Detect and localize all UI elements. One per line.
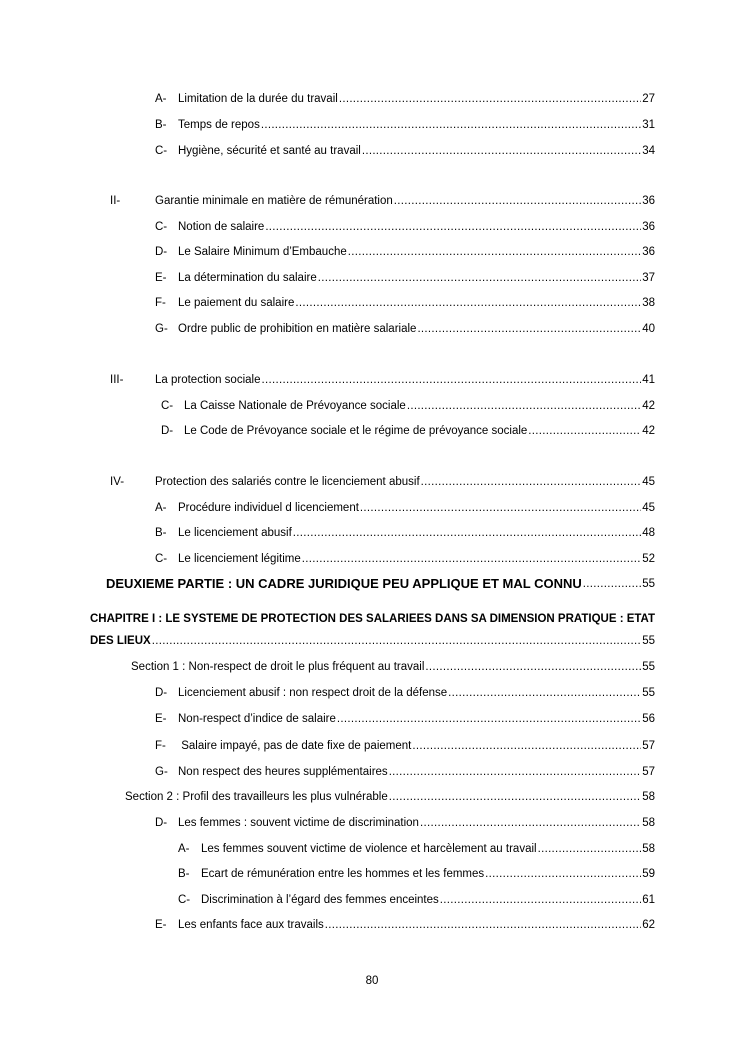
dot-leader <box>348 245 641 259</box>
toc-marker: F- <box>155 297 166 309</box>
dot-leader <box>362 144 641 158</box>
dot-leader <box>417 322 641 336</box>
toc-entry[interactable] <box>0 735 744 753</box>
toc-page: 48 <box>642 527 655 539</box>
toc-title: Temps de repos <box>178 119 260 131</box>
toc-marker: B- <box>155 527 167 539</box>
page-number: 80 <box>365 975 379 987</box>
toc-page: 45 <box>642 476 655 488</box>
toc-marker: A- <box>155 502 167 514</box>
toc-marker: G- <box>155 766 168 778</box>
toc-page: 42 <box>642 400 655 412</box>
toc-entry[interactable] <box>0 395 744 413</box>
toc-entry[interactable] <box>0 369 744 387</box>
toc-title: La Caisse Nationale de Prévoyance sociale <box>184 400 406 412</box>
dot-leader <box>583 577 641 591</box>
toc-title: Non respect des heures supplémentaires <box>178 766 388 778</box>
toc-marker: C- <box>155 221 168 233</box>
toc-page: 36 <box>642 246 655 258</box>
toc-page: 27 <box>642 93 655 105</box>
toc-entry[interactable] <box>0 140 744 158</box>
toc-marker: E- <box>155 713 167 725</box>
toc-title: DEUXIEME PARTIE : UN CADRE JURIDIQUE PEU APPLIQUE ET MAL CONNU <box>106 576 582 591</box>
toc-entry[interactable] <box>0 497 744 515</box>
dot-leader <box>293 526 641 540</box>
toc-marker: D- <box>155 817 168 829</box>
toc-page: 52 <box>642 553 655 565</box>
dot-leader <box>318 271 641 285</box>
dot-leader <box>261 373 641 387</box>
toc-entry[interactable] <box>0 267 744 285</box>
toc-page: 45 <box>642 502 655 514</box>
toc-chapter-heading-line2[interactable] <box>0 630 744 648</box>
toc-page: 58 <box>642 817 655 829</box>
toc-title: Protection des salariés contre le licenciement abusif <box>155 476 420 488</box>
toc-marker: A- <box>178 843 190 855</box>
toc-title: DES LIEUX <box>90 635 151 647</box>
toc-marker: C- <box>178 894 191 906</box>
toc-title: Ecart de rémunération entre les hommes et les femmes <box>201 868 485 880</box>
toc-page: 37 <box>642 272 655 284</box>
toc-page: 59 <box>642 868 655 880</box>
toc-page: 40 <box>642 323 655 335</box>
toc-marker: IV- <box>110 476 125 488</box>
toc-marker: E- <box>155 272 167 284</box>
dot-leader <box>325 918 641 932</box>
toc-title: Hygiène, sécurité et santé au travail <box>178 145 361 157</box>
dot-leader <box>420 816 641 830</box>
toc-entry[interactable] <box>0 522 744 540</box>
toc-page: 36 <box>642 195 655 207</box>
toc-marker: II- <box>110 195 121 207</box>
dot-leader <box>412 739 641 753</box>
toc-part-heading[interactable] <box>0 573 744 591</box>
toc-marker: B- <box>155 119 167 131</box>
toc-title: La détermination du salaire <box>178 272 317 284</box>
toc-page: 34 <box>642 145 655 157</box>
dot-leader <box>360 501 641 515</box>
toc-marker: D- <box>155 246 168 258</box>
toc-title: Le Code de Prévoyance sociale et le régime de prévoyance sociale <box>184 425 528 437</box>
toc-entry[interactable] <box>0 471 744 489</box>
toc-title: Ordre public de prohibition en matière salariale <box>178 323 417 335</box>
toc-entry[interactable] <box>0 241 744 259</box>
toc-marker: D- <box>155 687 168 699</box>
toc-page: 55 <box>642 661 655 673</box>
toc-marker: C- <box>161 400 174 412</box>
toc-marker: F- <box>155 740 166 752</box>
toc-title: La protection sociale <box>155 374 261 386</box>
dot-leader <box>302 552 641 566</box>
toc-entry[interactable] <box>0 88 744 106</box>
toc-page: 42 <box>642 425 655 437</box>
toc-marker: E- <box>155 919 167 931</box>
toc-title: Les enfants face aux travails <box>178 919 324 931</box>
dot-leader <box>421 475 642 489</box>
dot-leader <box>407 399 641 413</box>
dot-leader <box>389 790 641 804</box>
toc-section[interactable] <box>0 656 744 674</box>
toc-entry[interactable] <box>0 838 744 856</box>
toc-page: 31 <box>642 119 655 131</box>
toc-title: Salaire impayé, pas de date fixe de paiement <box>178 740 412 752</box>
toc-marker: III- <box>110 374 124 386</box>
toc-page: 58 <box>642 843 655 855</box>
toc-page: 41 <box>642 374 655 386</box>
dot-leader <box>295 296 641 310</box>
toc-entry[interactable] <box>0 863 744 881</box>
toc-title: Licenciement abusif : non respect droit de la défense <box>178 687 448 699</box>
dot-leader <box>485 867 641 881</box>
dot-leader <box>389 765 642 779</box>
toc-entry[interactable] <box>0 318 744 336</box>
toc-title: Section 2 : Profil des travailleurs les plus vulnérable <box>125 791 388 803</box>
dot-leader <box>440 893 641 907</box>
toc-page: 57 <box>642 740 655 752</box>
toc-title: Le Salaire Minimum d’Embauche <box>178 246 347 258</box>
toc-section[interactable] <box>0 786 744 804</box>
toc-marker: C- <box>155 553 168 565</box>
toc-marker: B- <box>178 868 190 880</box>
dot-leader <box>261 118 641 132</box>
toc-entry[interactable] <box>0 216 744 234</box>
dot-leader <box>448 686 641 700</box>
dot-leader <box>394 194 641 208</box>
dot-leader <box>538 842 642 856</box>
toc-page: 55 <box>642 578 655 590</box>
toc-title: Section 1 : Non-respect de droit le plus fréquent au travail <box>131 661 425 673</box>
toc-entry[interactable] <box>0 708 744 726</box>
toc-title: Non-respect d’indice de salaire <box>178 713 336 725</box>
toc-page: 55 <box>642 687 655 699</box>
toc-title: Procédure individuel d licenciement <box>178 502 359 514</box>
toc-page: 61 <box>642 894 655 906</box>
dot-leader <box>265 220 641 234</box>
toc-page: 62 <box>642 919 655 931</box>
dot-leader <box>528 424 641 438</box>
toc-title: Limitation de la durée du travail <box>178 93 338 105</box>
toc-entry[interactable] <box>0 190 744 208</box>
toc-title: Discrimination à l’égard des femmes enceintes <box>201 894 439 906</box>
toc-entry[interactable] <box>0 761 744 779</box>
toc-title: Notion de salaire <box>178 221 265 233</box>
toc-entry[interactable] <box>0 914 744 932</box>
toc-title: Garantie minimale en matière de rémunération <box>155 195 393 207</box>
toc-entry[interactable] <box>0 114 744 132</box>
toc-page: 56 <box>642 713 655 725</box>
toc-entry[interactable] <box>0 420 744 438</box>
dot-leader <box>339 92 641 106</box>
toc-title: Le licenciement légitime <box>178 553 301 565</box>
toc-entry[interactable] <box>0 812 744 830</box>
toc-page: 38 <box>642 297 655 309</box>
toc-page: 55 <box>642 635 655 647</box>
toc-page: 36 <box>642 221 655 233</box>
toc-marker: G- <box>155 323 168 335</box>
toc-entry[interactable] <box>0 889 744 907</box>
toc-title: Les femmes souvent victime de violence et harcèlement au travail <box>201 843 537 855</box>
toc-entry[interactable] <box>0 292 744 310</box>
toc-marker: D- <box>161 425 174 437</box>
toc-entry[interactable] <box>0 548 744 566</box>
toc-page: 58 <box>642 791 655 803</box>
toc-page: 57 <box>642 766 655 778</box>
toc-title: Le paiement du salaire <box>178 297 295 309</box>
toc-entry[interactable] <box>0 682 744 700</box>
toc-marker: C- <box>155 145 168 157</box>
toc-title: Le licenciement abusif <box>178 527 292 539</box>
toc-chapter-heading-line1[interactable]: CHAPITRE I : LE SYSTEME DE PROTECTION DES SALARIEES DANS SA DIMENSION PRATIQUE : ETAT <box>90 613 656 625</box>
toc-marker: A- <box>155 93 167 105</box>
dot-leader <box>425 660 641 674</box>
toc-title: Les femmes : souvent victime de discrimination <box>178 817 419 829</box>
dot-leader <box>152 634 641 648</box>
dot-leader <box>337 712 641 726</box>
